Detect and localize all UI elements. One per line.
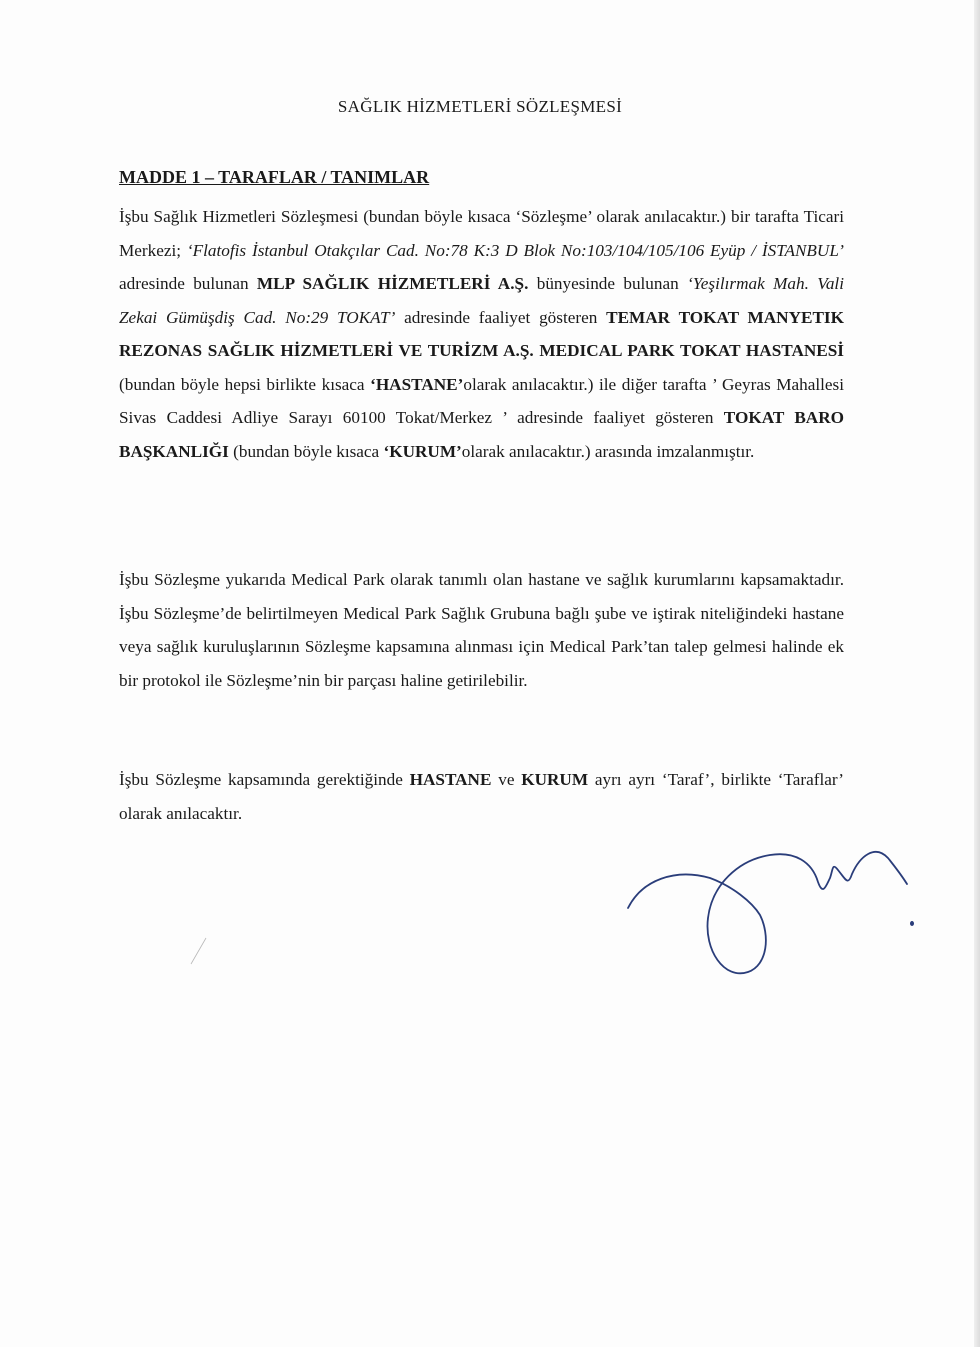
paragraph-parties: [119, 200, 844, 468]
label-kurum: ‘KURUM’: [383, 441, 462, 461]
document-title: SAĞLIK HİZMETLERİ SÖZLEŞMESİ: [337, 97, 623, 116]
p1-text-8: olarak anılacaktır.) arasında imzalanmıştır.: [461, 441, 755, 461]
institution-name: TOKAT BARO BAŞKANLIĞI: [119, 408, 844, 461]
paragraph-definitions: [119, 763, 844, 830]
term-kurum: KURUM: [521, 770, 589, 789]
handwritten-signature: [620, 830, 910, 980]
label-hastane: ‘HASTANE’: [370, 374, 464, 394]
scan-edge: [974, 0, 980, 1347]
p1-text-5: (bundan böyle hepsi birlikte kısaca: [119, 374, 371, 394]
p3-text-1: İşbu Sözleşme kapsamında gerektiğinde: [119, 770, 410, 789]
ink-dot: [910, 921, 914, 926]
p1-text-3: bünyesinde bulunan: [528, 274, 688, 293]
address-istanbul: ‘Flatofis İstanbul Otakçılar Cad. No:78 K:3 D Blok No:103/104/105/106 Eyüp / İSTANBUL’: [186, 240, 844, 260]
p1-text-1: İşbu Sağlık Hizmetleri Sözleşmesi (bundan böyle kısaca ‘Sözleşme’ olarak anılacaktır.) bir tarafta Ticari Merkezi;: [119, 207, 844, 260]
p3-text-3: ayrı ayrı ‘Taraf’, birlikte ‘Taraflar’ olarak anılacaktır.: [119, 770, 844, 823]
paragraph-scope: İşbu Sözleşme yukarıda Medical Park olarak tanımlı olan hastane ve sağlık kurumlarını kapsamaktadır. İşbu Sözleşme’de belirtilmeyen Medical Park Sağlık Grubuna bağlı şube ve iştirak niteliğindeki hastane veya sağlık kuruluşlarının Sözleşme kapsamına alınması için Medical Park’tan talep gelmesi halinde ek bir protokol ile Sözleşme’nin bir parçası haline getirilebilir.: [119, 570, 844, 690]
p1-text-6: olarak anılacaktır.) ile diğer tarafta ’ Geyras Mahallesi Sivas Caddesi Adliye Sarayı 60100 Tokat/Merkez ’ adresinde faaliyet gösteren: [119, 374, 844, 427]
company-temar: TEMAR TOKAT MANYETIK REZONAS SAĞLIK HİZMETLERİ VE TURİZM A.Ş. MEDICAL PARK TOKAT HASTANESİ: [119, 307, 844, 360]
term-hastane: HASTANE: [409, 770, 492, 789]
p3-text-2: ve: [491, 770, 522, 789]
p1-text-7: (bundan böyle kısaca: [228, 441, 384, 461]
stray-pen-mark: [188, 936, 208, 966]
p1-text-2: adresinde bulunan: [119, 274, 257, 293]
section-heading: MADDE 1 – TARAFLAR / TANIMLAR: [119, 167, 430, 187]
p1-text-4: adresinde faaliyet gösteren: [395, 307, 607, 327]
company-mlp: MLP SAĞLIK HİZMETLERİ A.Ş.: [256, 274, 529, 293]
address-tokat: ‘Yeşilırmak Mah. Vali Zekai Gümüşdiş Cad. No:29 TOKAT’: [119, 274, 844, 327]
